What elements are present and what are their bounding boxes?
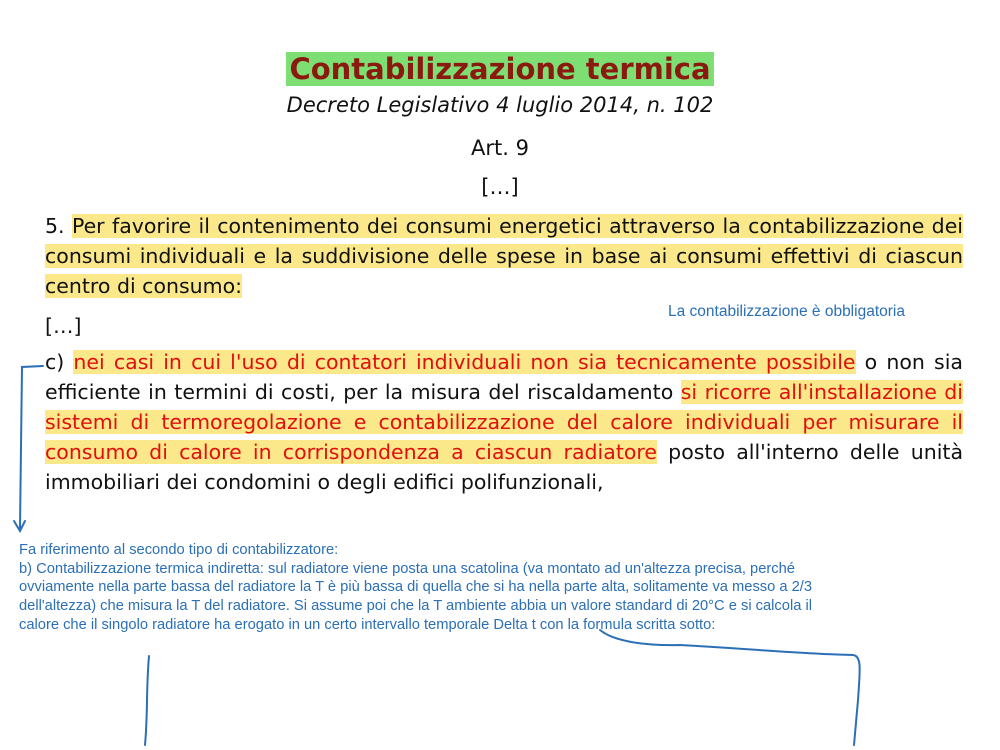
note-mandatory: La contabilizzazione è obbligatoria xyxy=(668,303,905,320)
paragraph-c-prefix: c) xyxy=(45,350,74,374)
brace-bracket-stroke xyxy=(600,630,860,745)
paragraph-c-red-1: nei casi in cui l'uso di contatori individuali non sia tecnicamente possibile xyxy=(73,350,856,374)
note-line: b) Contabilizzazione termica indiretta: sul radiatore viene posta una scatolina (va montato ad un'altezza precisa, perché xyxy=(19,560,795,577)
document-title: Contabilizzazione termica xyxy=(0,52,1000,86)
article-number: Art. 9 xyxy=(471,136,529,160)
note-line: ovviamente nella parte bassa del radiatore la T è più bassa di quella che si ha nella parte alta, solitamente va messo a 2/3 xyxy=(19,579,813,596)
left-line-stroke xyxy=(145,656,149,745)
paragraph-c-plain-2: posto all'interno delle unità immobiliari dei condomini o degli edifici polifunzionali, xyxy=(45,440,964,494)
paragraph-5-highlight: Per favorire il contenimento dei consumi energetici attraverso la contabilizzazione dei consumi individuali e la suddivisione delle spese in base ai consumi effettivi di ciascun centro di consumo: xyxy=(45,214,964,298)
note-line: Fa riferimento al secondo tipo di contabilizzatore: xyxy=(19,542,339,558)
note-line: calore che il singolo radiatore ha erogato in un certo intervallo temporale Delta t con la formula scritta sotto: xyxy=(19,616,716,633)
paragraph-c-red-2: si ricorre all'installazione di sistemi di termoregolazione e contabilizzazione del calore individuali per misurare il consumo di calore in corrispondenza a ciascun radiatore xyxy=(45,380,963,464)
ellipsis-top: […] xyxy=(481,175,519,199)
paragraph-5-prefix: 5. xyxy=(45,214,72,238)
note-line: dell'altezza) che misura la T del radiatore. Si assume poi che la T ambiente abbia un valore standard di 20°C e si calcola il xyxy=(19,598,812,615)
ellipsis-middle: […] xyxy=(45,314,82,338)
paragraph-c-plain-1: o non sia efficiente in termini di costi, per la misura del riscaldamento xyxy=(45,350,963,404)
decree-subtitle: Decreto Legislativo 4 luglio 2014, n. 102 xyxy=(286,93,714,117)
bracket-arrow-icon xyxy=(20,366,43,528)
